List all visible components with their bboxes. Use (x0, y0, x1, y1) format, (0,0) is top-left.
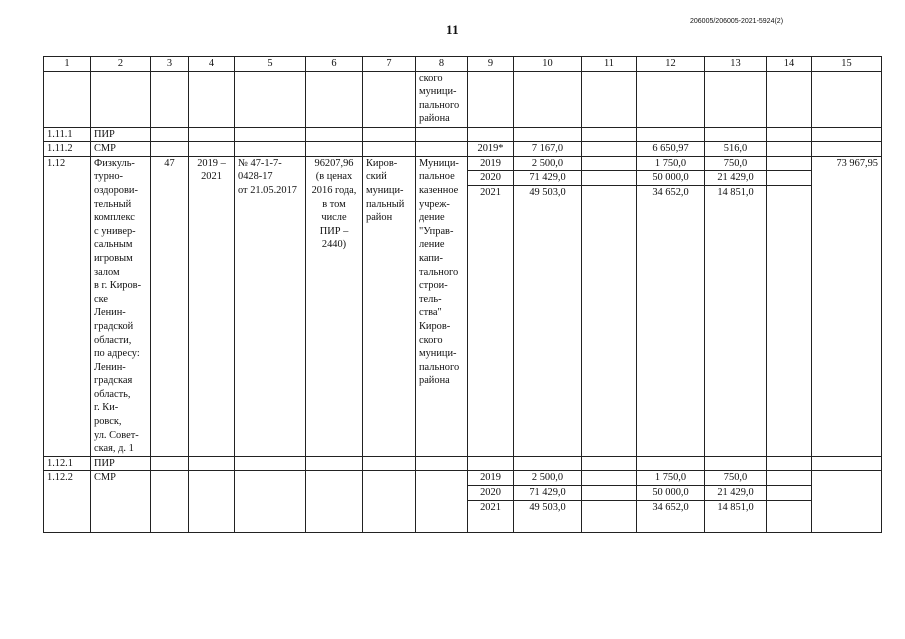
years-cell (468, 156, 514, 456)
header-cell: 15 (812, 57, 882, 72)
local-value: 21 429,0 (705, 171, 766, 186)
total-value: 71 429,0 (514, 171, 581, 186)
table-row-1-11-2 (44, 142, 882, 157)
local-value: 750,0 (705, 157, 766, 172)
local-value: 750,0 (705, 471, 766, 486)
table-row-continuation (44, 71, 882, 127)
year-cell: 2019* (468, 142, 514, 157)
header-cell: 2 (91, 57, 151, 72)
year-cell: 2019 (468, 471, 513, 486)
local-value: 14 851,0 (717, 501, 754, 513)
header-cell: 9 (468, 57, 514, 72)
executor-continuation: ского муници- пального района (416, 71, 468, 127)
regional-value: 50 000,0 (637, 486, 704, 501)
other-values (767, 471, 812, 533)
regional-value: 6 650,97 (637, 142, 705, 157)
federal-values (582, 156, 637, 456)
local-value: 14 851,0 (717, 186, 754, 198)
row-number: 1.12 (44, 156, 91, 456)
row-number: 1.11.1 (44, 127, 91, 142)
local-values (705, 156, 767, 456)
total-values (514, 471, 582, 533)
row-name: СМР (91, 471, 151, 533)
header-cell: 6 (306, 57, 363, 72)
header-row (44, 57, 882, 72)
total-value: 49 503,0 (529, 501, 566, 513)
table-row-1-11-1 (44, 127, 882, 142)
header-cell: 8 (416, 57, 468, 72)
years-cell (468, 471, 514, 533)
year-cell: 2021 (480, 186, 501, 198)
header-cell: 14 (767, 57, 812, 72)
row-name: ПИР (91, 127, 151, 142)
estimate-cell: 96207,96 (в ценах 2016 года, в том числе ПИР – 2440) (306, 156, 363, 456)
header-cell: 12 (637, 57, 705, 72)
local-value: 21 429,0 (705, 486, 766, 501)
row-name: СМР (91, 142, 151, 157)
row-number: 1.12.2 (44, 471, 91, 533)
executor-cell: Муници- пальное казенное учреж- дение "Управ- ление капи- тального строи- тель- ства" Киров- ского муници- пального района (416, 156, 468, 456)
header-cell: 1 (44, 57, 91, 72)
row-number: 1.12.1 (44, 456, 91, 471)
total-value: 2 500,0 (514, 157, 581, 172)
header-cell: 13 (705, 57, 767, 72)
regional-value: 34 652,0 (652, 186, 689, 198)
expertise-cell: № 47-1-7- 0428-17 от 21.05.2017 (235, 156, 306, 456)
total-values (514, 156, 582, 456)
header-cell: 7 (363, 57, 416, 72)
municipality-cell: Киров- ский муници- пальный район (363, 156, 416, 456)
table-row-1-12-2 (44, 471, 882, 533)
other-values (767, 156, 812, 456)
row-number: 1.11.2 (44, 142, 91, 157)
document-code: 206005/206005-2021-5924(2) (690, 18, 784, 25)
regional-value: 1 750,0 (637, 471, 704, 486)
year-cell: 2019 (468, 157, 513, 172)
table-row-1-12 (44, 156, 882, 456)
regional-values (637, 471, 705, 533)
period-cell: 2019 – 2021 (189, 156, 235, 456)
page-number: 11 (446, 22, 459, 37)
remaining-value: 73 967,95 (812, 156, 882, 456)
local-values (705, 471, 767, 533)
total-value: 71 429,0 (514, 486, 581, 501)
header-cell: 5 (235, 57, 306, 72)
year-cell: 2020 (468, 486, 513, 501)
row-name: ПИР (91, 456, 151, 471)
capacity-cell: 47 (151, 156, 189, 456)
regional-value: 1 750,0 (637, 157, 704, 172)
header-cell: 11 (582, 57, 637, 72)
year-cell: 2020 (468, 171, 513, 186)
total-value: 49 503,0 (529, 186, 566, 198)
regional-value: 34 652,0 (652, 501, 689, 513)
table-row-1-12-1 (44, 456, 882, 471)
budget-table (43, 56, 882, 533)
object-name: Физкуль- турно- оздорови- тельный комплекс с универ- сальным игровым залом в г. Киров- ске Ленин- градской области, по адресу: Ленин- градская область, г. Ки- ровск, ул. Совет- ская, д. 1 (91, 156, 151, 456)
header-cell: 10 (514, 57, 582, 72)
federal-values (582, 471, 637, 533)
local-value: 516,0 (705, 142, 767, 157)
regional-values (637, 156, 705, 456)
header-cell: 4 (189, 57, 235, 72)
regional-value: 50 000,0 (637, 171, 704, 186)
total-value: 2 500,0 (514, 471, 581, 486)
header-cell: 3 (151, 57, 189, 72)
year-cell: 2021 (480, 501, 501, 513)
total-value: 7 167,0 (514, 142, 582, 157)
